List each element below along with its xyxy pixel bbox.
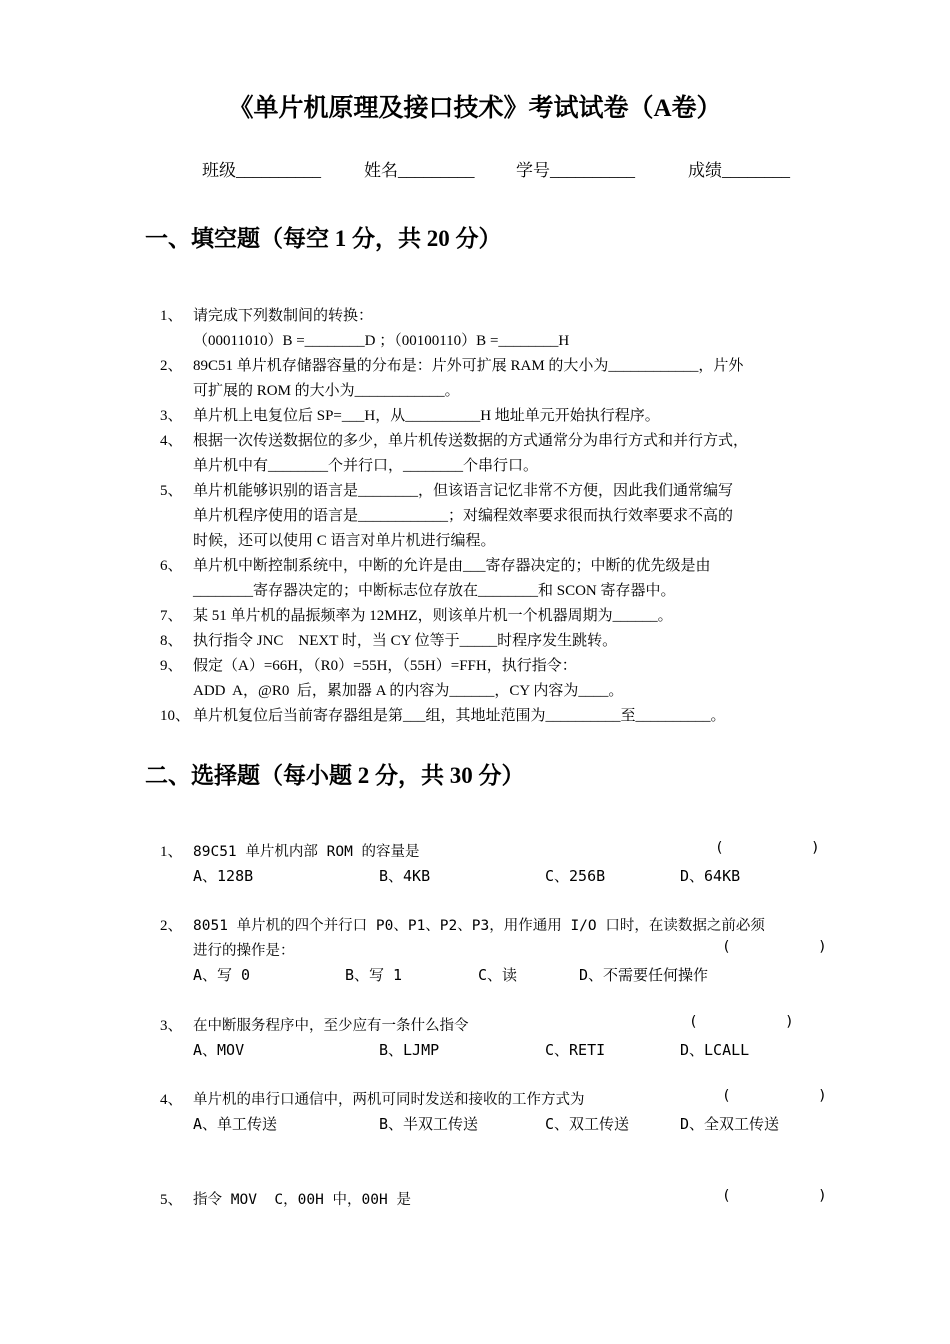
s1-q9-line1: 假定（A）=66H，（R0）=55H，（55H）=FFH，执行指令： — [193, 658, 577, 674]
s1-q1-num: 1、 — [160, 308, 183, 324]
s1-q5-line2: 单片机程序使用的语言是____________；对编程效率要求很而执行效率要求不高的 — [193, 508, 734, 524]
name-field: 姓名_________ — [364, 161, 475, 180]
s2-q1-stem: 89C51 单片机内部 ROM 的容量是 — [193, 844, 420, 860]
s1-q3-num: 3、 — [160, 408, 183, 424]
s2-q3-option-a: A、MOV — [193, 1041, 245, 1059]
s1-q4-line1: 根据一次传送数据位的多少，单片机传送数据的方式通常分为串行方式和并行方式， — [193, 433, 749, 449]
s2-q2-stem-line1: 8051 单片机的四个并行口 P0、P1、P2、P3，用作通用 I/O 口时，在读数据之前必须 — [193, 918, 765, 934]
score-field: 成绩________ — [688, 161, 790, 180]
s1-q9-num: 9、 — [160, 658, 183, 674]
s2-q1-answer-paren: ( ) — [715, 840, 820, 856]
s1-q1-line2: （00011010）B =________D ；（00100110）B =________H — [193, 333, 570, 349]
s2-q2-option-d: D、不需要任何操作 — [579, 966, 709, 984]
s1-q10-num: 10、 — [160, 708, 191, 724]
s1-q3-line1: 单片机上电复位后 SP=___H，从__________H 地址单元开始执行程序。 — [193, 408, 660, 424]
exam-title: 《单片机原理及接口技术》考试试卷（A卷） — [228, 95, 722, 122]
s2-q3-num: 3、 — [160, 1018, 183, 1034]
section1-heading: 一、填空题（每空 1 分，共 20 分） — [145, 226, 502, 251]
s2-q3-answer-paren: ( ) — [689, 1014, 794, 1030]
s1-q1-line1: 请完成下列数制间的转换： — [193, 308, 374, 324]
s1-q7-line1: 某 51 单片机的晶振频率为 12MHZ，则该单片机一个机器周期为______。 — [193, 608, 673, 624]
s2-q1-option-b: B、4KB — [379, 867, 431, 885]
s2-q1-option-a: A、128B — [193, 867, 254, 885]
s2-q2-stem-line2: 进行的操作是： — [193, 943, 295, 959]
section2-heading: 二、选择题（每小题 2 分，共 30 分） — [145, 763, 525, 788]
s2-q4-option-a: A、单工传送 — [193, 1115, 278, 1133]
s1-q8-num: 8、 — [160, 633, 183, 649]
s1-q9-line2: ADD A，@R0 后，累加器 A 的内容为______，CY 内容为____。 — [193, 683, 624, 699]
s2-q1-option-d: D、64KB — [680, 867, 741, 885]
s1-q2-line2: 可扩展的 ROM 的大小为____________。 — [193, 383, 460, 399]
s2-q2-answer-paren: ( ) — [722, 939, 827, 955]
class-field: 班级__________ — [202, 161, 321, 180]
s2-q3-option-b: B、LJMP — [379, 1041, 440, 1059]
s1-q4-line2: 单片机中有________个并行口，________个串行口。 — [193, 458, 539, 474]
s1-q5-num: 5、 — [160, 483, 183, 499]
s2-q2-option-c: C、读 — [478, 966, 518, 984]
s2-q3-option-d: D、LCALL — [680, 1041, 750, 1059]
s2-q4-num: 4、 — [160, 1092, 183, 1108]
s1-q6-num: 6、 — [160, 558, 183, 574]
s1-q2-num: 2、 — [160, 358, 183, 374]
student-id-field: 学号__________ — [516, 161, 635, 180]
s2-q4-option-c: C、双工传送 — [545, 1115, 630, 1133]
s2-q2-option-a: A、写 0 — [193, 966, 251, 984]
s2-q3-option-c: C、RETI — [545, 1041, 606, 1059]
s2-q1-num: 1、 — [160, 844, 183, 860]
s2-q4-answer-paren: ( ) — [722, 1088, 827, 1104]
s1-q6-line1: 单片机中断控制系统中，中断的允许是由___寄存器决定的；中断的优先级是由 — [193, 558, 711, 574]
s1-q4-num: 4、 — [160, 433, 183, 449]
s1-q8-line1: 执行指令 JNC NEXT 时，当 CY 位等于_____时程序发生跳转。 — [193, 633, 618, 649]
s2-q5-stem: 指令 MOV C，00H 中，00H 是 — [193, 1192, 411, 1208]
s1-q2-line1: 89C51 单片机存储器容量的分布是：片外可扩展 RAM 的大小为____________，片外 — [193, 358, 744, 374]
s2-q2-num: 2、 — [160, 918, 183, 934]
s2-q4-option-b: B、半双工传送 — [379, 1115, 479, 1133]
s2-q1-option-c: C、256B — [545, 867, 606, 885]
s2-q5-answer-paren: ( ) — [722, 1188, 827, 1204]
s1-q6-line2: ________寄存器决定的；中断标志位存放在________和 SCON 寄存器中。 — [193, 583, 676, 599]
s1-q7-num: 7、 — [160, 608, 183, 624]
s2-q5-num: 5、 — [160, 1192, 183, 1208]
s1-q10-line1: 单片机复位后当前寄存器组是第___组，其地址范围为__________至__________。 — [193, 708, 726, 724]
s2-q3-stem: 在中断服务程序中，至少应有一条什么指令 — [193, 1018, 469, 1034]
s1-q5-line1: 单片机能够识别的语言是________，但该语言记忆非常不方便，因此我们通常编写 — [193, 483, 734, 499]
s2-q2-option-b: B、写 1 — [345, 966, 403, 984]
s1-q5-line3: 时候，还可以使用 C 语言对单片机进行编程。 — [193, 533, 496, 549]
s2-q4-option-d: D、全双工传送 — [680, 1115, 780, 1133]
s2-q4-stem: 单片机的串行口通信中，两机可同时发送和接收的工作方式为 — [193, 1092, 585, 1108]
